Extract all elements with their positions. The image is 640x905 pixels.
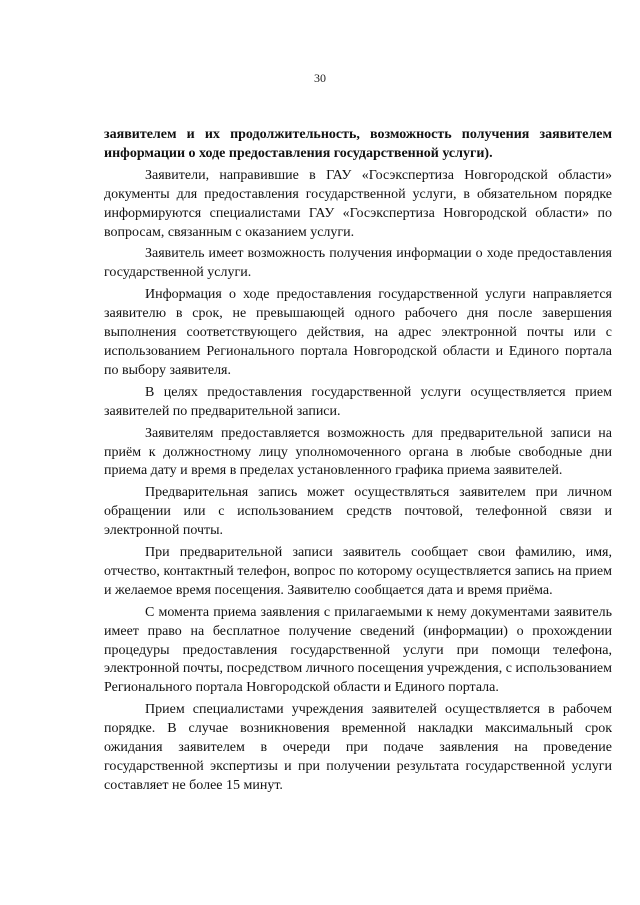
paragraph: Предварительная запись может осуществляться заявителем при личном обращении или с использованием средств почтовой, телефонной связи и электронной почты. bbox=[104, 485, 612, 539]
paragraph: Прием специалистами учреждения заявителей осуществляется в рабочем порядке. В случае возникновения временной накладки максимальный срок ожидания заявителем в очереди при подаче заявления на проведение государственной экспертизы и при получении результата государственной услуги составляет не более 15 минут. bbox=[104, 702, 612, 793]
paragraph: Заявителям предоставляется возможность для предварительной записи на приём к должностному лицу уполномоченного органа в любые свободные дни приема дату и время в пределах установленного графика приема заявителей. bbox=[104, 425, 612, 479]
paragraph: В целях предоставления государственной услуги осуществляется прием заявителей по предварительной записи. bbox=[104, 384, 612, 419]
paragraph: Заявитель имеет возможность получения информации о ходе предоставления государственной услуги. bbox=[104, 246, 612, 281]
paragraph: Информация о ходе предоставления государственной услуги направляется заявителю в срок, не превышающей одного рабочего дня после завершения выполнения соответствующего действия, на адрес электронной почты или с использованием Регионального портала Новгородской области и Единого портала по выбору заявителя. bbox=[104, 287, 612, 378]
page-number: 30 bbox=[314, 71, 326, 85]
paragraph-heading-continuation: заявителем и их продолжительность, возможность получения заявителем информации о ходе предоставления государственной услуги). bbox=[104, 127, 612, 161]
paragraph: С момента приема заявления с прилагаемыми к нему документами заявитель имеет право на бесплатное получение сведений (информации) о прохождении процедуры предоставления государственной услуги при помощи телефона, электронной почты, посредством личного посещения учреждения, с использованием Регионального портала Новгородской области и Единого портала. bbox=[104, 604, 612, 696]
document-body bbox=[104, 126, 612, 796]
paragraph: При предварительной записи заявитель сообщает свои фамилию, имя, отчество, контактный телефон, вопрос по которому осуществляется запись на прием и желаемое время посещения. Заявителю сообщается дата и время приёма. bbox=[104, 545, 612, 598]
paragraph: Заявители, направившие в ГАУ «Госэкспертиза Новгородской области» документы для предоставления государственной услуги, в обязательном порядке информируются специалистами ГАУ «Госэкспертиза Новгородской области» по вопросам, связанным с оказанием услуги. bbox=[104, 167, 612, 240]
